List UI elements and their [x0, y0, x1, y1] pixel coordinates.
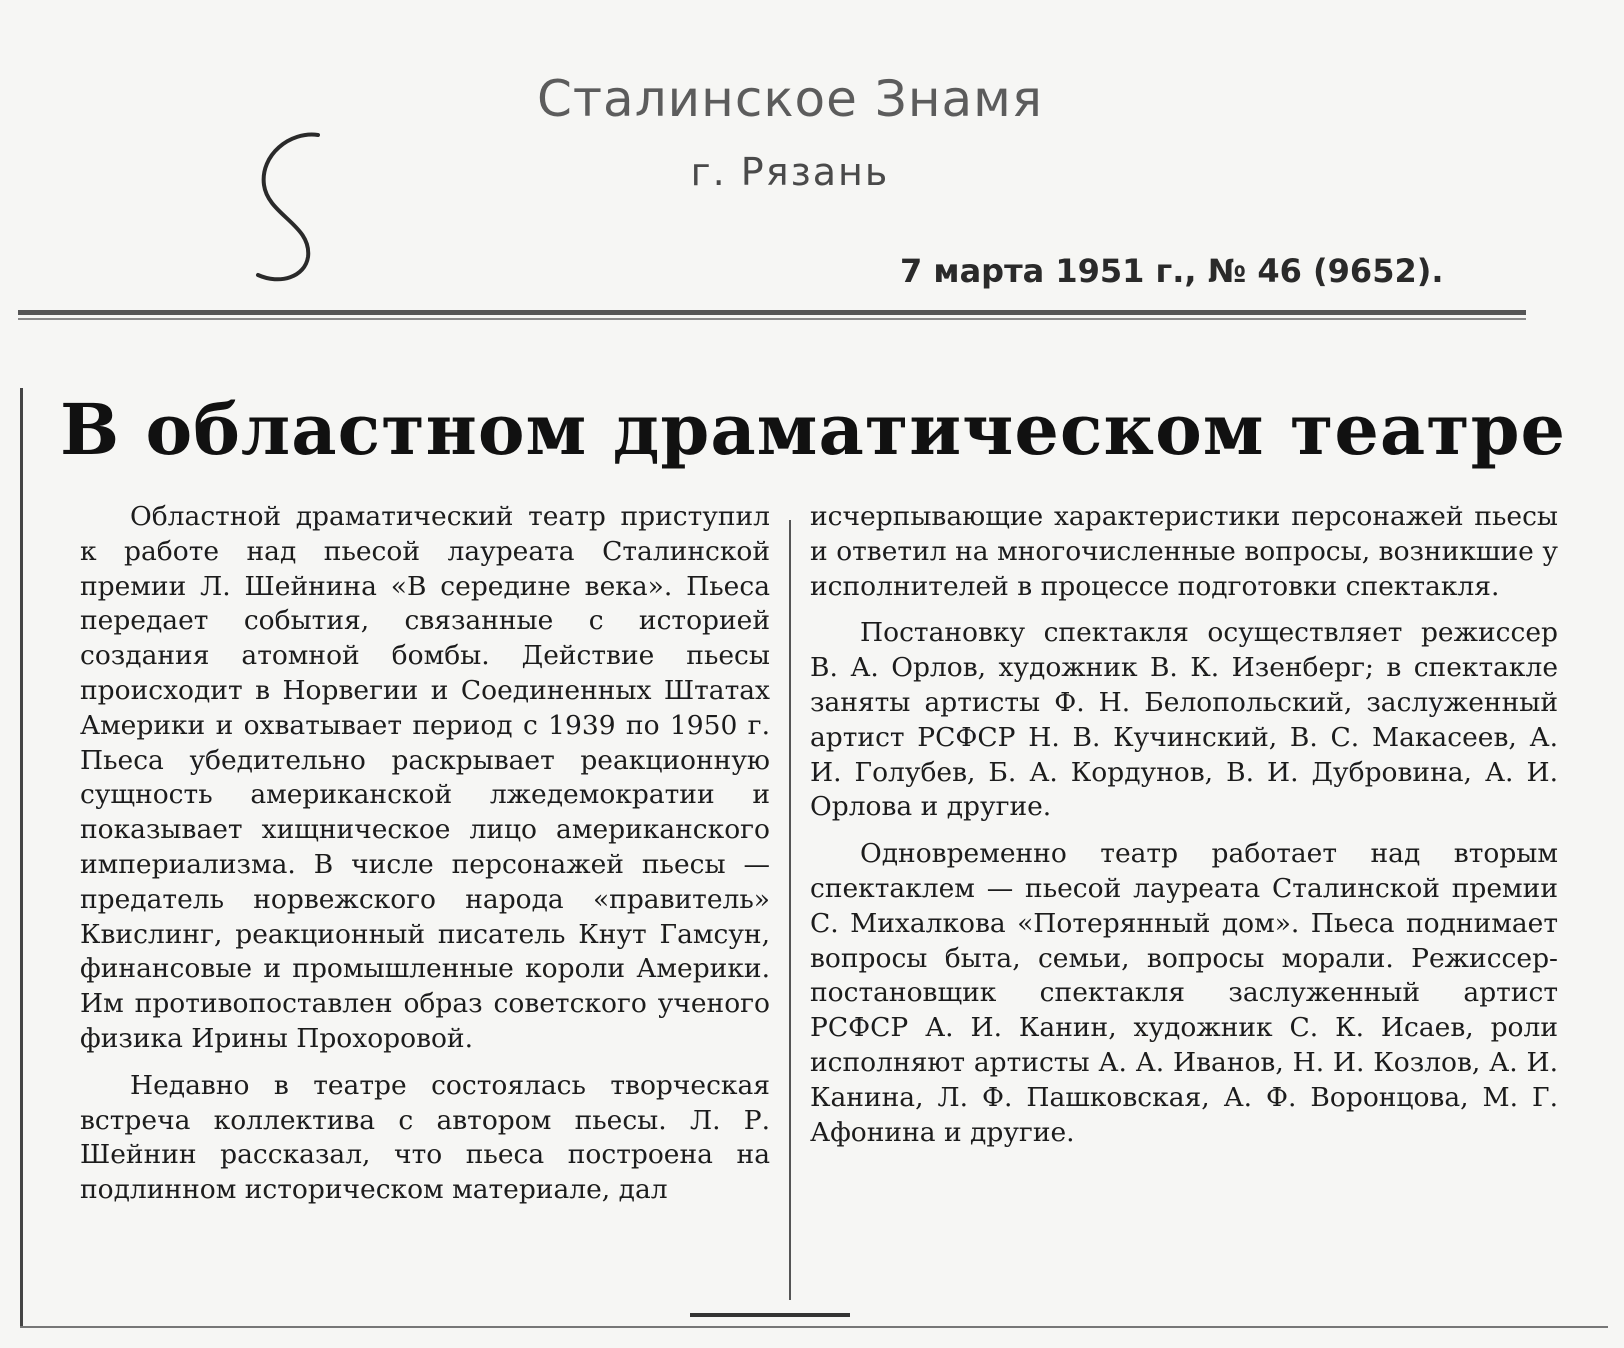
header-rule-thin [18, 318, 1526, 320]
column-divider [789, 520, 791, 1300]
article-paragraph: Недавно в театре состоялась творческая встреча коллектива с автором пьесы. Л. Р. Шейнин рассказал, что пьеса построена на подлинном историческом материале, дал [80, 1069, 770, 1206]
article-end-ornament [690, 1313, 850, 1317]
pencil-mark-icon [250, 125, 340, 295]
clipping-bottom-edge [20, 1326, 1608, 1328]
article-paragraph: Постановку спектакля осуществляет режиссер В. А. Орлов, художник В. К. Изенберг; в спектакле заняты артисты Ф. Н. Белопольский, заслуженный артист РСФСР Н. В. Кучинский, В. С. Макасеев, А. И. Голубев, Б. А. Кордунов, В. И. Дубровина, А. И. Орлова и другие. [810, 617, 1558, 823]
article-paragraph: Одновременно театр работает над вторым спектаклем — пьесой лауреата Сталинской премии С. Михалкова «Потерянный дом». Пьеса поднимает вопросы быта, семьи, вопросы морали. Режиссер-постановщик спектакля заслуженный артист РСФСР А. И. Канин, художник С. К. Исаев, роли исполняют артисты А. А. Иванов, Н. И. Козлов, А. И. Канина, Л. Ф. Пашковская, А. Ф. Воронцова, М. Г. Афонина и другие. [810, 838, 1558, 1148]
article-paragraph: исчерпывающие характеристики персонажей пьесы и ответил на многочисленные вопросы, возникшие у исполнителей в процессе подготовки спектакля. [810, 501, 1558, 602]
issue-date-number: 7 марта 1951 г., № 46 (9652). [900, 252, 1444, 290]
article-column-right [810, 500, 1558, 1162]
article-paragraph: Областной драматический театр приступил к работе над пьесой лауреата Сталинской премии Л. Шейнина «В середине века». Пьеса передает события, связанные с историей создания атомной бомбы. Действие пьесы происходит в Норвегии и Соединенных Штатах Америки и охватывает период с 1939 по 1950 г. Пьеса убедительно раскрывает реакционную сущность американской лжедемократии и показывает хищническое лицо американского империализма. В числе персонажей пьесы — предатель норвежского народа «правитель» Квислинг, реакционный писатель Кнут Гамсун, финансовые и промышленные короли Америки. Им противопоставлен образ советского ученого физика Ирины Прохоровой. [80, 501, 770, 1054]
city-stamp: г. Рязань [690, 150, 890, 194]
newspaper-name-stamp: Сталинское Знамя [537, 70, 1043, 128]
article-headline: В областном драматическом театре [60, 388, 1567, 471]
header-rule [18, 310, 1526, 315]
clipping-left-edge [20, 388, 23, 1328]
article-column-left [80, 500, 770, 1220]
